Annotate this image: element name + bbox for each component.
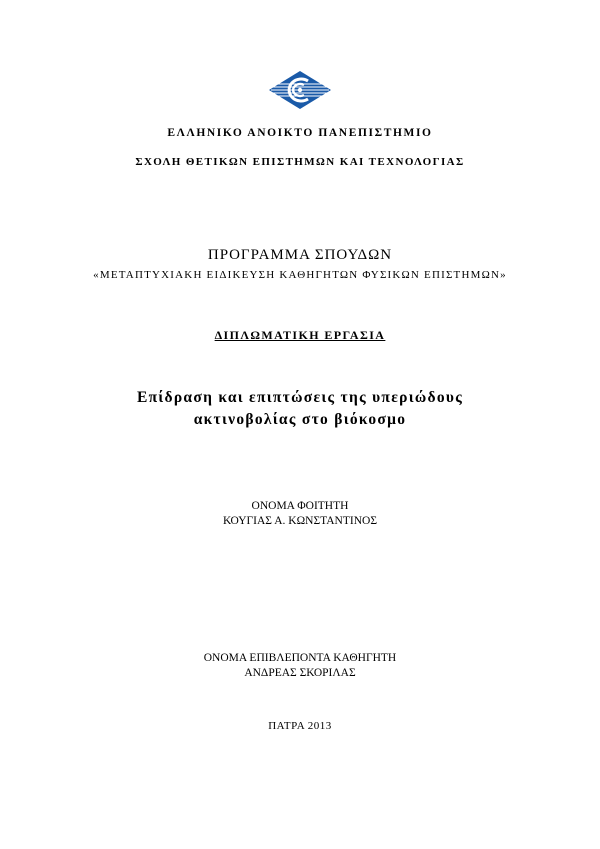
thesis-label-row bbox=[0, 328, 600, 343]
student-name: ΚΟΥΓΙΑΣ Α. ΚΩΝΣΤΑΝΤΙΝΟΣ bbox=[222, 515, 378, 527]
thesis-title-line2: ακτινοβολίας στο βιόκοσμο bbox=[193, 411, 407, 428]
university-name: ΕΛΛΗΝΙΚΟ ΑΝΟΙΚΤΟ ΠΑΝΕΠΙΣΤΗΜΙΟ bbox=[167, 127, 433, 139]
thesis-title-line1: Επίδραση και επιπτώσεις της υπεριώδους bbox=[136, 389, 464, 406]
program-subtitle: «ΜΕΤΑΠΤΥΧΙΑΚΗ ΕΙΔΙΚΕΥΣΗ ΚΑΘΗΓΗΤΩΝ ΦΥΣΙΚΩΝ ΕΠΙΣΤΗΜΩΝ» bbox=[93, 269, 507, 281]
thesis-label: ΔΙΠΛΩΜΑΤΙΚΗ ΕΡΓΑΣΙΑ bbox=[214, 328, 386, 342]
student-label: ΟΝΟΜΑ ΦΟΙΤΗΤΗ bbox=[251, 500, 349, 512]
supervisor-name: ΑΝΔΡΕΑΣ ΣΚΟΡΙΛΑΣ bbox=[244, 667, 356, 679]
place-date: ΠΑΤΡΑ 2013 bbox=[268, 720, 332, 732]
university-logo-icon bbox=[268, 70, 332, 110]
program-title: ΠΡΟΓΡΑΜΜΑ ΣΠΟΥΔΩΝ bbox=[207, 247, 393, 263]
school-name: ΣΧΟΛΗ ΘΕΤΙΚΩΝ ΕΠΙΣΤΗΜΩΝ ΚΑΙ ΤΕΧΝΟΛΟΓΙΑΣ bbox=[135, 156, 465, 168]
supervisor-label: ΟΝΟΜΑ ΕΠΙΒΛΕΠΟΝΤΑ ΚΑΘΗΓΗΤΗ bbox=[203, 652, 397, 664]
